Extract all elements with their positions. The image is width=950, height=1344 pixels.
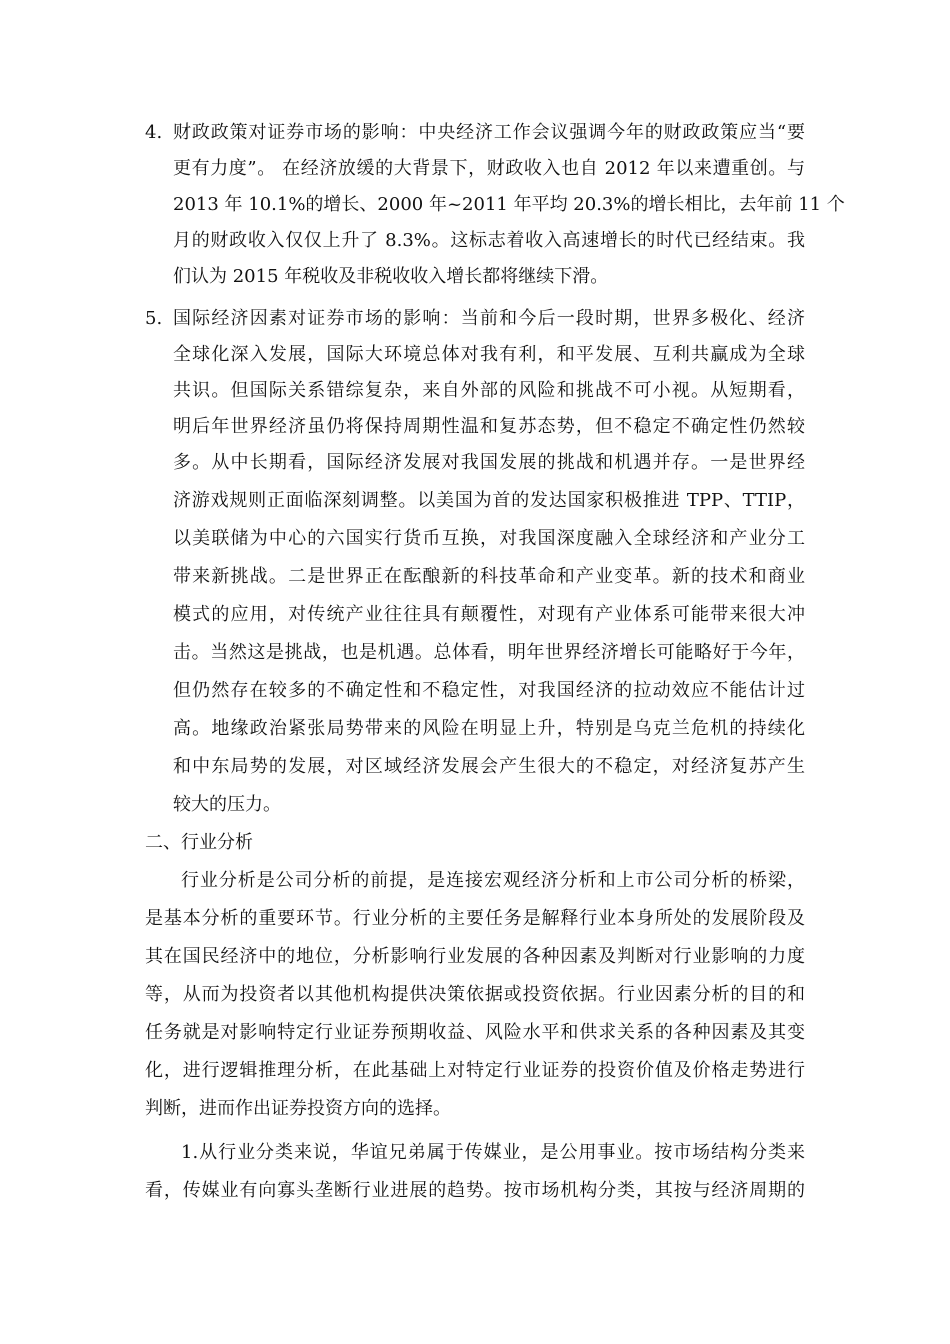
text-line: 明后年世界经济虽仍将保持周期性温和复苏态势，但不稳定不确定性仍然较 [173,416,805,437]
text-line: 财政政策对证券市场的影响：中央经济工作会议强调今年的财政政策应当“要 [173,122,805,143]
text-line: 共识。但国际关系错综复杂，来自外部的风险和挑战不可小视。从短期看， [173,380,805,401]
paragraph-line: 1.从行业分类来说，华谊兄弟属于传媒业，是公用事业。按市场结构分类来 [181,1142,805,1163]
text-line: 击。当然这是挑战，也是机遇。总体看，明年世界经济增长可能略好于今年， [173,642,805,663]
text-line: 和中东局势的发展，对区域经济发展会产生很大的不稳定，对经济复苏产生 [173,756,805,777]
paragraph-line: 看，传媒业有向寡头垄断行业进展的趋势。按市场机构分类，其按与经济周期的 [145,1180,805,1201]
paragraph-line: 行业分析是公司分析的前提，是连接宏观经济分析和上市公司分析的桥梁， [181,870,805,891]
paragraph-line: 任务就是对影响特定行业证券预期收益、风险水平和供求关系的各种因素及其变 [145,1022,805,1043]
text-line: 模式的应用，对传统产业往往具有颠覆性，对现有产业体系可能带来很大冲 [173,604,805,625]
section-heading: 二、行业分析 [145,832,253,853]
text-line: 2013 年 10.1%的增长、2000 年~2011 年平均 20.3%的增长相比，去年前 11 个 [173,194,845,215]
text-line: 以美联储为中心的六国实行货币互换，对我国深度融入全球经济和产业分工 [173,528,805,549]
text-line: 们认为 2015 年税收及非税收收入增长都将继续下滑。 [173,266,609,287]
text-line: 但仍然存在较多的不确定性和不稳定性，对我国经济的拉动效应不能估计过 [173,680,805,701]
paragraph-line: 其在国民经济中的地位，分析影响行业发展的各种因素及判断对行业影响的力度 [145,946,805,967]
text-line: 济游戏规则正面临深刻调整。以美国为首的发达国家积极推进 TPP、TTIP， [173,490,805,511]
text-line: 高。地缘政治紧张局势带来的风险在明显上升，特别是乌克兰危机的持续化 [173,718,805,739]
list-number: 4. [145,122,163,143]
paragraph-line: 是基本分析的重要环节。行业分析的主要任务是解释行业本身所处的发展阶段及 [145,908,805,929]
text-line: 更有力度”。 在经济放缓的大背景下，财政收入也自 2012 年以来遭重创。与 [173,158,805,179]
text-line: 国际经济因素对证券市场的影响：当前和今后一段时期，世界多极化、经济 [173,308,805,329]
paragraph-line: 等，从而为投资者以其他机构提供决策依据或投资依据。行业因素分析的目的和 [145,984,805,1005]
text-line: 多。从中长期看，国际经济发展对我国发展的挑战和机遇并存。一是世界经 [173,452,805,473]
paragraph-line: 判断，进而作出证券投资方向的选择。 [145,1098,451,1119]
text-line: 月的财政收入仅仅上升了 8.3%。这标志着收入高速增长的时代已经结束。我 [173,230,805,251]
text-line: 较大的压力。 [173,794,281,815]
paragraph-line: 化，进行逻辑推理分析，在此基础上对特定行业证券的投资价值及价格走势进行 [145,1060,805,1081]
list-number: 5. [145,308,163,329]
text-line: 全球化深入发展，国际大环境总体对我有利，和平发展、互利共赢成为全球 [173,344,805,365]
text-line: 带来新挑战。二是世界正在酝酿新的科技革命和产业变革。新的技术和商业 [173,566,805,587]
